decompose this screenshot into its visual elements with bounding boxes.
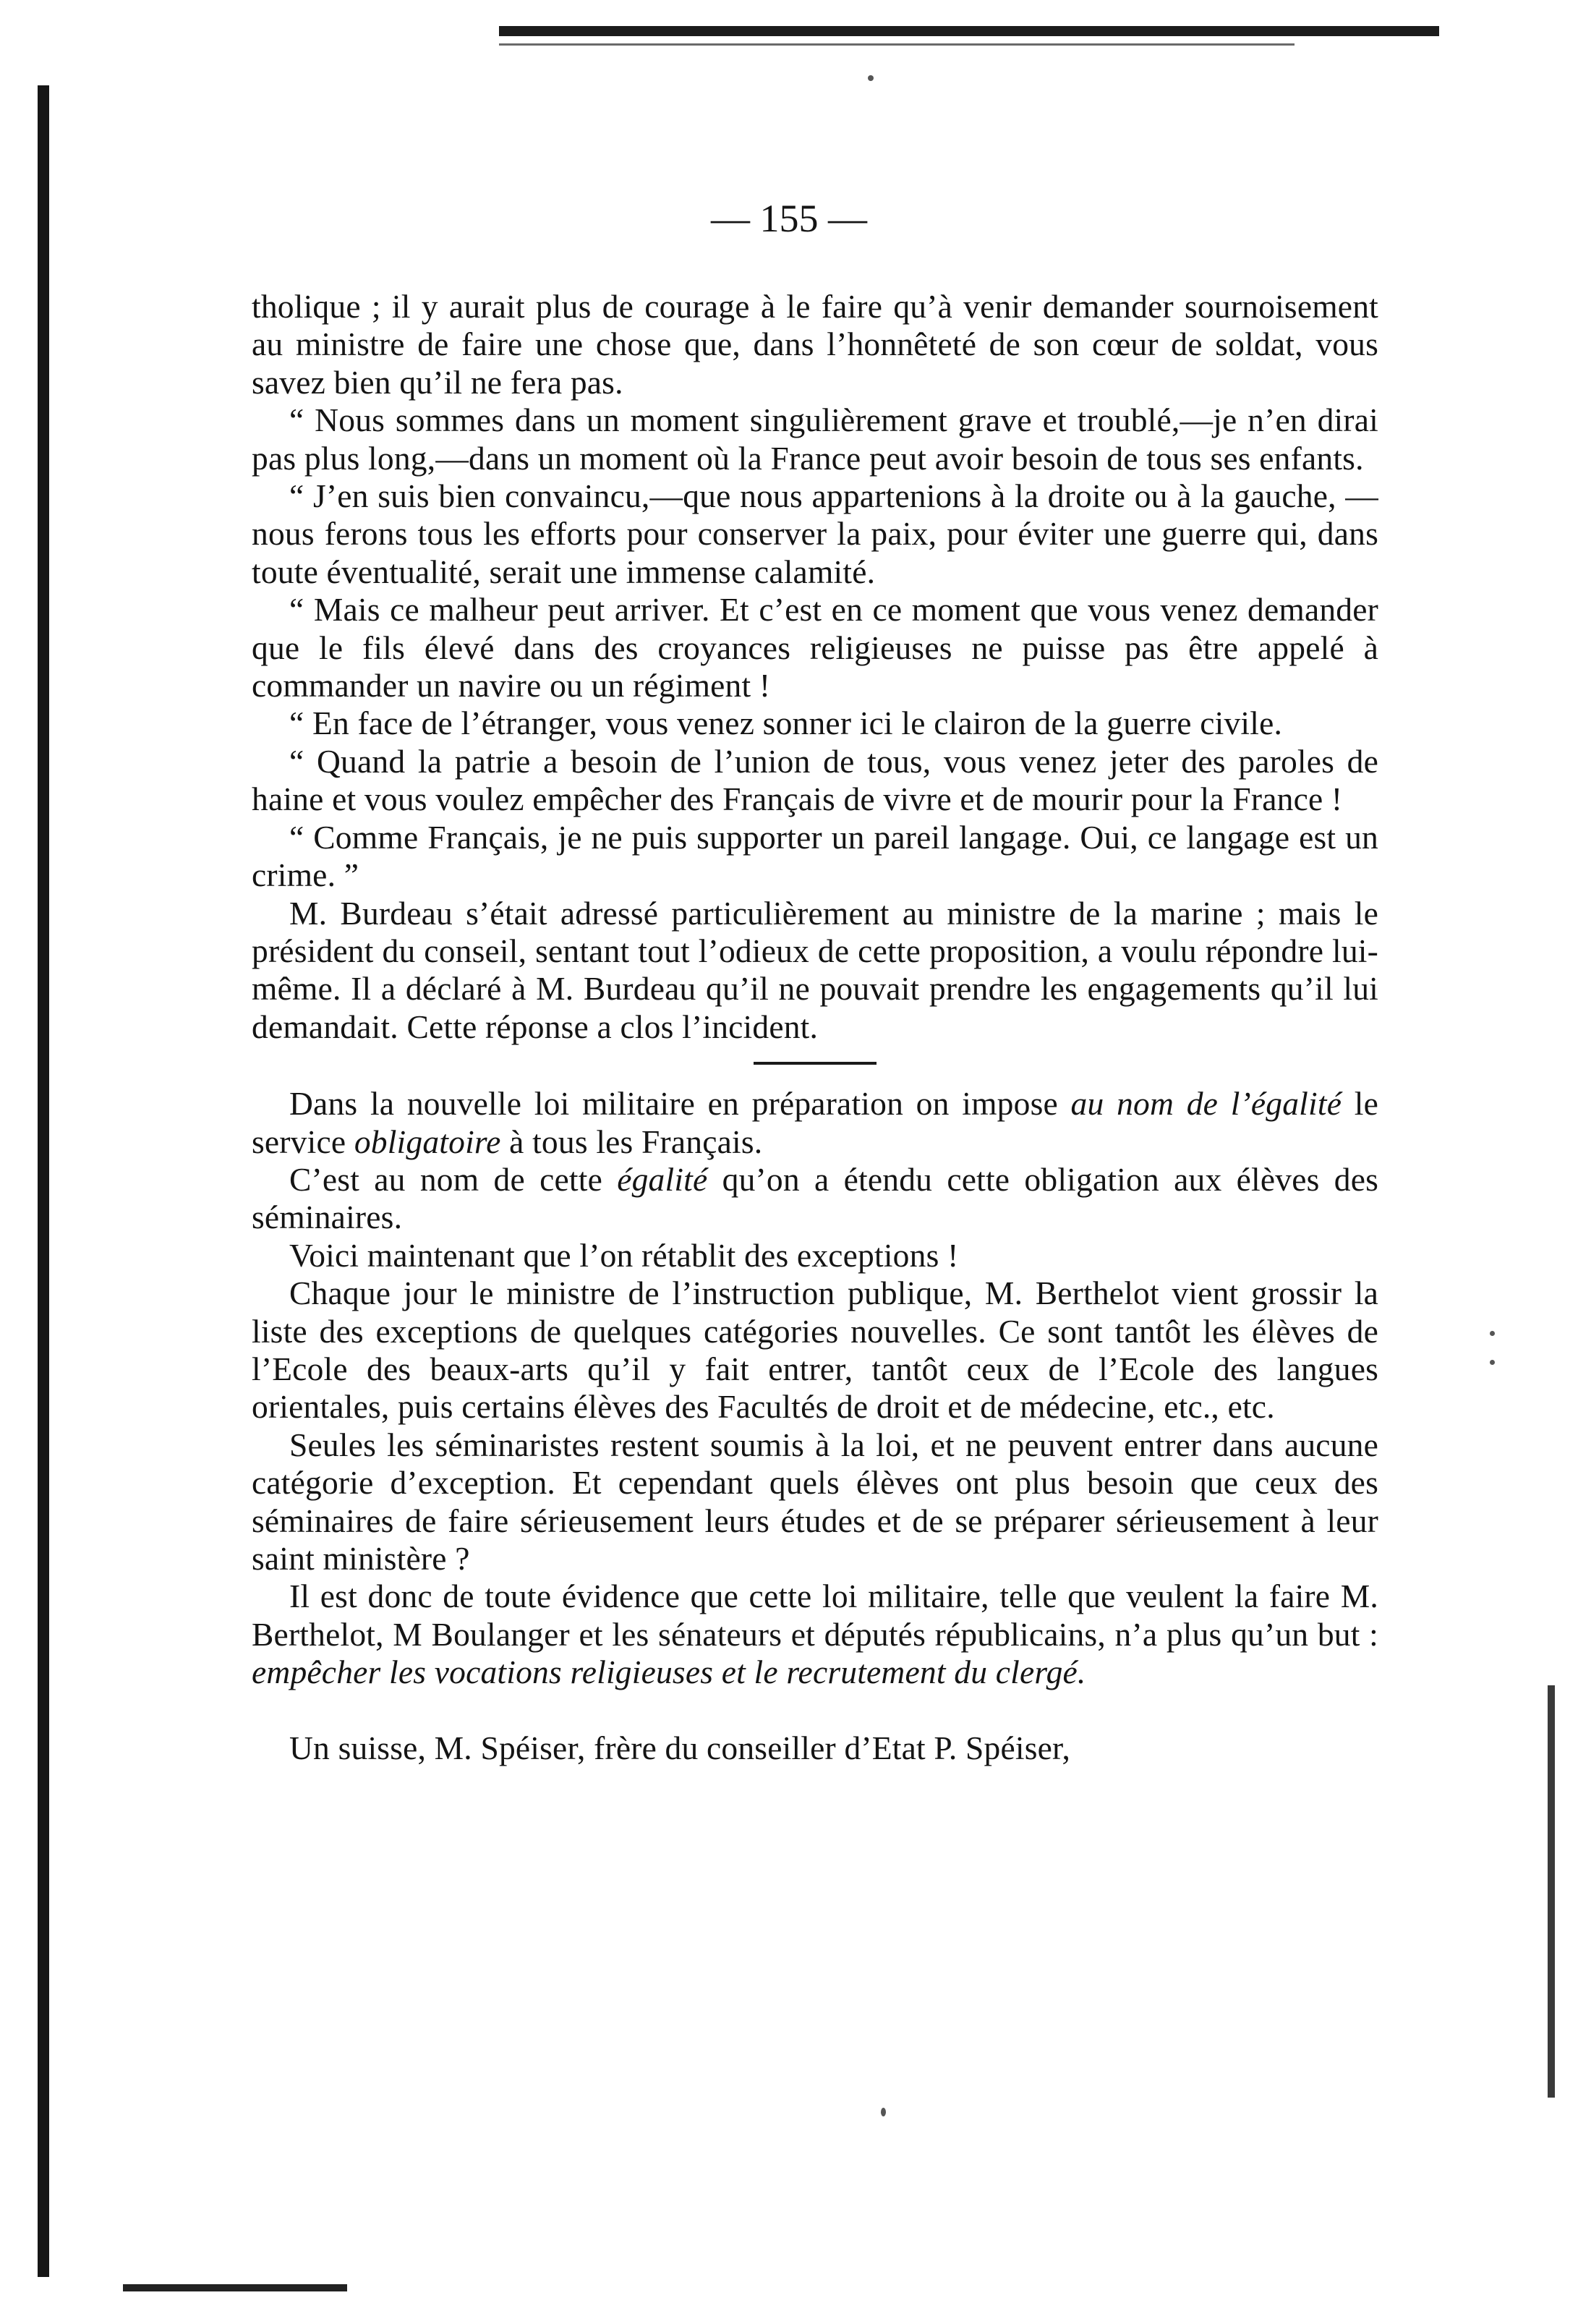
page-body bbox=[252, 288, 1378, 1767]
text-run: qu’on a étendu cette obligation aux élèves des séminaires. bbox=[252, 1160, 1379, 1236]
text-run: à tous les Français. bbox=[500, 1123, 763, 1160]
emphasis: obligatoire bbox=[354, 1123, 501, 1160]
page-number: — 155 — bbox=[711, 197, 867, 240]
paragraph: Un suisse, M. Spéiser, frère du conseiller d’Etat P. Spéiser, bbox=[289, 1729, 1071, 1766]
paragraph: “ Comme Français, je ne puis supporter un pareil langage. Oui, ce langage est un crime. ” bbox=[252, 818, 1378, 894]
paragraph: “ J’en suis bien convaincu,—que nous appartenions à la droite ou à la gauche, — nous ferons tous les efforts pour conserver la paix, pour éviter une guerre qui, dans toute éventualité, serait une immense calamité. bbox=[252, 477, 1378, 590]
section-divider bbox=[754, 1062, 877, 1065]
section-spacer bbox=[252, 1692, 1378, 1729]
text-run: le service bbox=[252, 1085, 1378, 1160]
text-run: C’est au nom de cette bbox=[289, 1160, 618, 1198]
scan-edge-top-thin bbox=[499, 43, 1295, 46]
paragraph: Voici maintenant que l’on rétablit des exceptions ! bbox=[289, 1236, 959, 1274]
scan-edge-top bbox=[499, 26, 1439, 36]
paragraph: “ Quand la patrie a besoin de l’union de tous, vous venez jeter des paroles de haine et vous voulez empêcher des Français de vivre et de mourir pour la France ! bbox=[252, 742, 1378, 818]
emphasis: égalité bbox=[617, 1160, 708, 1198]
paragraph: “ En face de l’étranger, vous venez sonner ici le clairon de la guerre civile. bbox=[289, 705, 1283, 742]
text-run: Il est donc de toute évidence que cette loi militaire, telle que veulent la faire M. Berthelot, M Boulanger et les sénateurs et députés républicains, n’a plus qu’un but : bbox=[252, 1578, 1378, 1653]
paragraph: tholique ; il y aurait plus de courage à le faire qu’à venir demander sournoisement au ministre de faire une chose que, dans l’honnêteté de son cœur de soldat, vous savez bien qu’il ne fera pas. bbox=[252, 288, 1378, 401]
emphasis: empêcher les vocations religieuses et le recrutement du clergé. bbox=[252, 1653, 1086, 1691]
paragraph: Chaque jour le ministre de l’instruction publique, M. Berthelot vient grossir la liste des exceptions de quelques catégories nouvelles. Ce sont tantôt les élèves de l’Ecole des beaux-arts qu’il y fait entrer, tantôt ceux de l’Ecole des langues orientales, puis certains élèves des Facultés de droit et de médecine, etc., etc. bbox=[252, 1274, 1378, 1426]
scan-speck bbox=[1490, 1331, 1495, 1336]
emphasis: au nom de l’égalité bbox=[1070, 1085, 1342, 1123]
scan-edge-bottom bbox=[123, 2284, 347, 2291]
scan-edge-right bbox=[1548, 1685, 1555, 2098]
paragraph: M. Burdeau s’était adressé particulièrement au ministre de la marine ; mais le président du conseil, sentant tout l’odieux de cette proposition, a voulu répondre lui-même. Il a déclaré à M. Burdeau qu’il ne pouvait prendre les engagements qu’il lui demandait. Cette réponse a clos l’incident. bbox=[252, 894, 1378, 1045]
scan-speck bbox=[881, 2108, 886, 2116]
text-run: Dans la nouvelle loi militaire en préparation on impose bbox=[289, 1085, 1071, 1123]
paragraph bbox=[252, 1578, 1378, 1691]
scan-edge-left bbox=[38, 85, 49, 2277]
paragraph: Seules les séminaristes restent soumis à la loi, et ne peuvent entrer dans aucune catégorie d’exception. Et cependant quels élèves ont plus besoin que ceux des séminaires de faire sérieusement leurs études et de se préparer sérieusement à leur saint ministère ? bbox=[252, 1426, 1378, 1577]
paragraph: “ Nous sommes dans un moment singulièrement grave et troublé,—je n’en dirai pas plus long,—dans un moment où la France peut avoir besoin de tous ses enfants. bbox=[252, 401, 1378, 477]
paragraph bbox=[252, 1085, 1378, 1161]
scan-speck bbox=[1490, 1360, 1495, 1365]
paragraph bbox=[252, 1161, 1378, 1237]
scan-speck bbox=[868, 75, 874, 81]
paragraph: “ Mais ce malheur peut arriver. Et c’est en ce moment que vous venez demander que le fils élevé dans des croyances religieuses ne puisse pas être appelé à commander un navire ou un régiment ! bbox=[252, 591, 1378, 705]
